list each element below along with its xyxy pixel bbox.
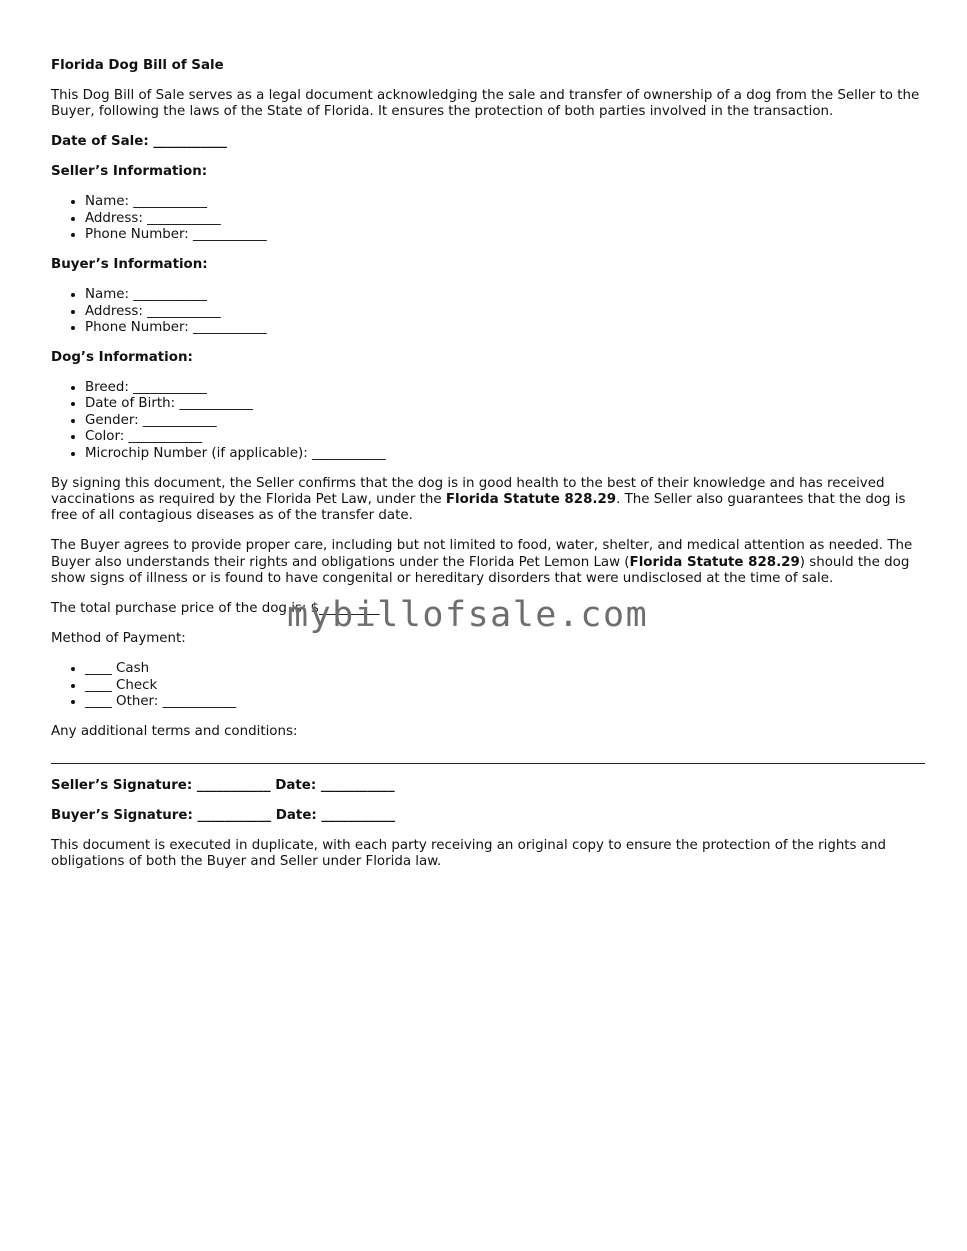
care-paragraph xyxy=(51,538,925,587)
purchase-price-field: The total purchase price of the dog is: $_________ xyxy=(51,601,380,617)
care-text-after: ) should the dog show signs of illness or is found to have congenital or hereditary disorders that were undisclosed at the time of sale. xyxy=(51,554,910,587)
dog-breed-field: • Breed: ___________ xyxy=(85,380,925,396)
payment-method-list xyxy=(51,661,925,710)
payment-method-heading: Method of Payment: xyxy=(51,631,186,647)
buyer-address-field: • Address: ___________ xyxy=(85,304,925,320)
care-text-before: The Buyer agrees to provide proper care, including but not limited to food, water, shelter, and medical attention as needed. The Buyer also understands their rights and obligations under the Florida Pet Lemon Law ( xyxy=(51,538,913,570)
seller-signature-line: Seller’s Signature: ___________ Date: ___________ xyxy=(51,777,395,793)
health-statute: Florida Statute 828.29 xyxy=(445,492,617,508)
payment-other-option: • ____ Other: ___________ xyxy=(85,694,925,710)
payment-cash-option: • ____ Cash xyxy=(85,661,925,677)
document-title: Florida Dog Bill of Sale xyxy=(51,58,224,73)
health-paragraph xyxy=(51,476,925,525)
buyer-info-heading: Buyer’s Information: xyxy=(51,257,208,273)
dog-dob-field: • Date of Birth: ___________ xyxy=(85,396,925,412)
dog-color-field: • Color: ___________ xyxy=(85,429,925,445)
seller-info-heading: Seller’s Information: xyxy=(51,164,208,180)
care-statute: Florida Statute 828.29 xyxy=(629,554,800,570)
health-text-before: By signing this document, the Seller confirms that the dog is in good health to the best of their knowledge and has received vaccinations as required by the Florida Pet Law, under the xyxy=(51,475,885,508)
date-of-sale-field: Date of Sale: ___________ xyxy=(51,134,228,150)
watermark-logo: mybillofsale.com xyxy=(287,595,649,635)
health-text-after: . The Seller also guarantees that the dog is free of all contagious diseases as of the transfer date. xyxy=(51,492,906,524)
dog-gender-field: • Gender: ___________ xyxy=(85,413,925,429)
document-body xyxy=(51,58,925,884)
payment-check-option: • ____ Check xyxy=(85,678,925,694)
buyer-phone-field: • Phone Number: ___________ xyxy=(85,320,925,336)
intro-paragraph: This Dog Bill of Sale serves as a legal document acknowledging the sale and transfer of ownership of a dog from the Seller to the Buyer, following the laws of the State of Florida. It ensures the protection of both parties involved in the transaction. xyxy=(51,88,920,120)
additional-terms-label: Any additional terms and conditions: xyxy=(51,724,298,740)
seller-address-field: • Address: ___________ xyxy=(85,211,925,227)
dog-microchip-field: • Microchip Number (if applicable): ___________ xyxy=(85,446,925,462)
seller-phone-field: • Phone Number: ___________ xyxy=(85,227,925,243)
dog-info-list xyxy=(51,380,925,462)
seller-info-list xyxy=(51,194,925,243)
buyer-name-field: • Name: ___________ xyxy=(85,287,925,303)
seller-name-field: • Name: ___________ xyxy=(85,194,925,210)
dog-info-heading: Dog’s Information: xyxy=(51,350,193,366)
additional-terms-line xyxy=(51,763,925,764)
buyer-info-list xyxy=(51,287,925,336)
buyer-signature-line: Buyer’s Signature: ___________ Date: ___________ xyxy=(51,807,396,823)
closing-paragraph: This document is executed in duplicate, with each party receiving an original copy to ensure the protection of the rights and obligations of both the Buyer and Seller under Florida law. xyxy=(51,837,886,869)
